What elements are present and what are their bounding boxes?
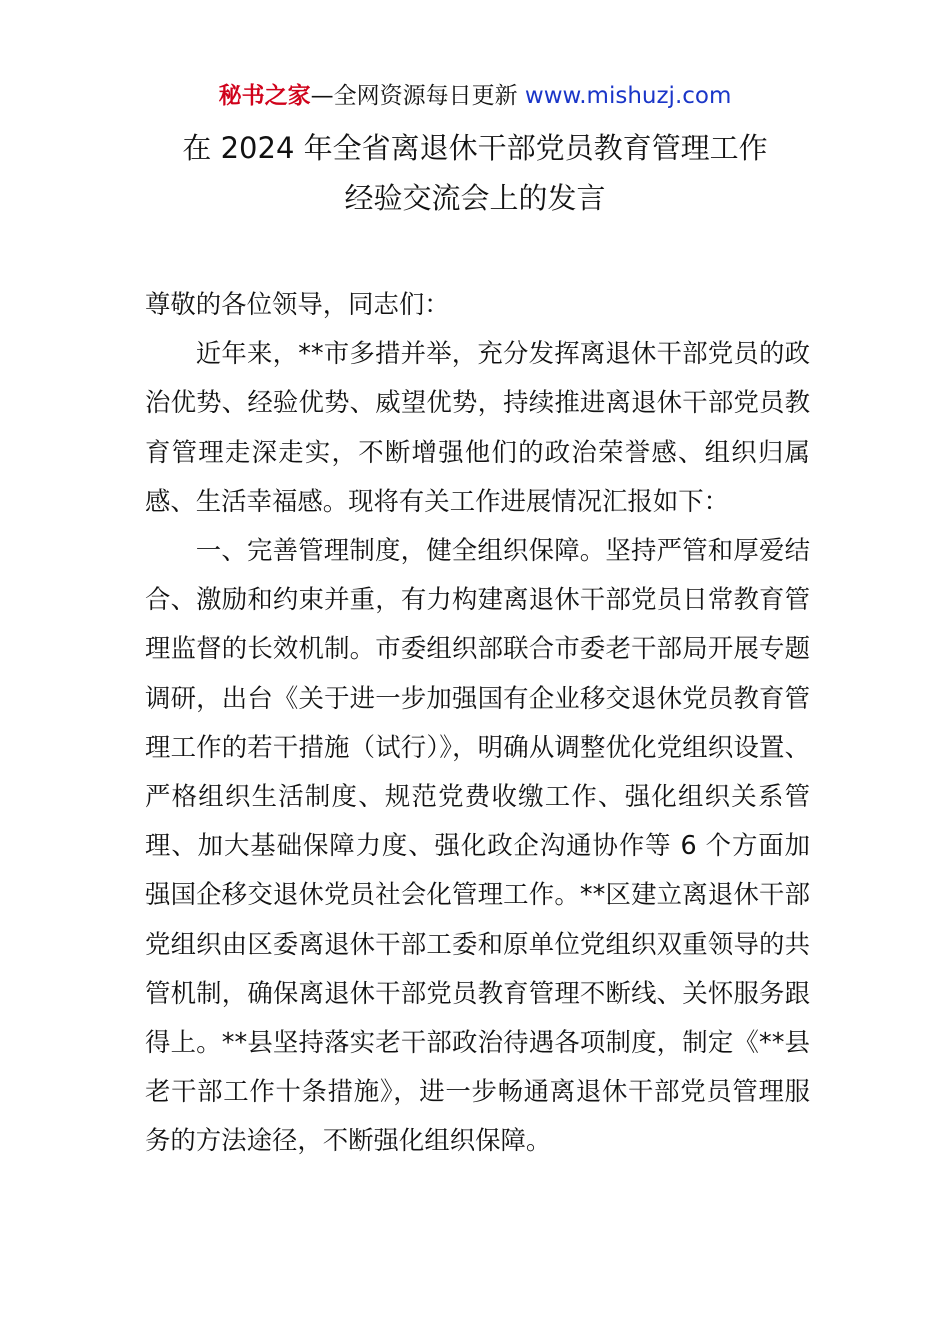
document-title-line-2: 经验交流会上的发言	[344, 181, 606, 215]
site-url: www.mishuzj.com	[524, 83, 732, 109]
paragraph-intro: 近年来，**市多措并举，充分发挥离退休干部党员的政治优势、经验优势、威望优势，持续推进离退休干部党员教育管理走深走实，不断增强他们的政治荣誉感、组织归属感、生活幸福感。现将有关工作进展情况汇报如下：	[145, 338, 810, 516]
brand-name: 秘书之家	[218, 83, 311, 109]
banner-tagline: —全网资源每日更新	[310, 83, 518, 109]
document-title-line-1: 在 2024 年全省离退休干部党员教育管理工作	[182, 131, 768, 165]
paragraph-section-1: 一、完善管理制度，健全组织保障。坚持严管和厚爱结合、激励和约束并重，有力构建离退休干部党员日常教育管理监督的长效机制。市委组织部联合市委老干部局开展专题调研，出台《关于进一步加强国有企业移交退休党员教育管理工作的若干措施（试行）》，明确从调整优化党组织设置、严格组织生活制度、规范党费收缴工作、强化组织关系管理、加大基础保障力度、强化政企沟通协作等 6 个方面加强国企移交退休党员社会化管理工作。**区建立离退休干部党组织由区委离退休干部工委和原单位党组织双重领导的共管机制，确保离退休干部党员教育管理不断线、关怀服务跟得上。**县坚持落实老干部政治待遇各项制度，制定《**县老干部工作十条措施》，进一步畅通离退休干部党员管理服务的方法途径，不断强化组织保障。	[145, 535, 810, 1156]
site-banner	[0, 80, 950, 112]
document-body	[145, 280, 810, 1166]
salutation: 尊敬的各位领导，同志们：	[145, 289, 450, 319]
